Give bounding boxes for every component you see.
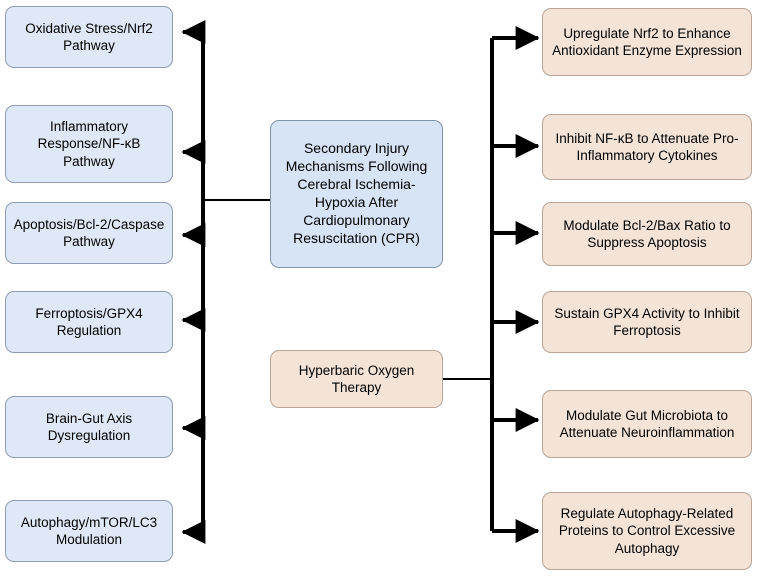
node-modulate-gut-microbiota[interactable] xyxy=(542,390,752,458)
node-label: Sustain GPX4 Activity to Inhibit Ferroptosis xyxy=(554,305,740,338)
node-hyperbaric-oxygen-therapy[interactable] xyxy=(270,350,443,408)
node-label: Hyperbaric Oxygen Therapy xyxy=(298,362,415,395)
node-label: Ferroptosis/GPX4 Regulation xyxy=(35,305,143,338)
node-apoptosis-bcl2-caspase[interactable] xyxy=(5,202,173,264)
right-trunk xyxy=(443,38,538,531)
node-upregulate-nrf2[interactable] xyxy=(542,8,752,76)
node-secondary-injury-mechanisms[interactable] xyxy=(270,120,443,268)
node-label: Regulate Autophagy-Related Proteins to Control Excessive Autophagy xyxy=(558,506,736,556)
node-label: Modulate Bcl-2/Bax Ratio to Suppress Apoptosis xyxy=(563,217,731,250)
node-oxidative-stress-nrf2[interactable] xyxy=(5,6,173,68)
node-ferroptosis-gpx4[interactable] xyxy=(5,291,173,353)
node-autophagy-mtor-lc3[interactable] xyxy=(5,500,173,562)
node-sustain-gpx4[interactable] xyxy=(542,291,752,353)
node-label: Apoptosis/Bcl-2/Caspase Pathway xyxy=(13,216,165,249)
node-inhibit-nfkb[interactable] xyxy=(542,114,752,180)
node-label: Autophagy/mTOR/LC3 Modulation xyxy=(20,514,158,547)
node-label: Brain-Gut Axis Dysregulation xyxy=(45,410,133,443)
node-label: Modulate Gut Microbiota to Attenuate Neuroinflammation xyxy=(559,407,735,440)
left-trunk xyxy=(183,32,270,532)
node-label: Inhibit NF-κB to Attenuate Pro-Inflammatory Cytokines xyxy=(555,130,739,163)
node-inflammatory-nfkb[interactable] xyxy=(5,105,173,183)
node-modulate-bcl2-bax[interactable] xyxy=(542,202,752,266)
node-label: Upregulate Nrf2 to Enhance Antioxidant Enzyme Expression xyxy=(552,25,742,58)
node-label: Secondary Injury Mechanisms Following Cerebral Ischemia-Hypoxia After Cardiopulmonary Resuscitation (CPR) xyxy=(285,140,428,246)
node-label: Oxidative Stress/Nrf2 Pathway xyxy=(25,20,153,53)
node-regulate-autophagy-proteins[interactable] xyxy=(542,492,752,570)
node-label: Inflammatory Response/NF-κB Pathway xyxy=(37,119,141,169)
node-brain-gut-axis[interactable] xyxy=(5,396,173,458)
